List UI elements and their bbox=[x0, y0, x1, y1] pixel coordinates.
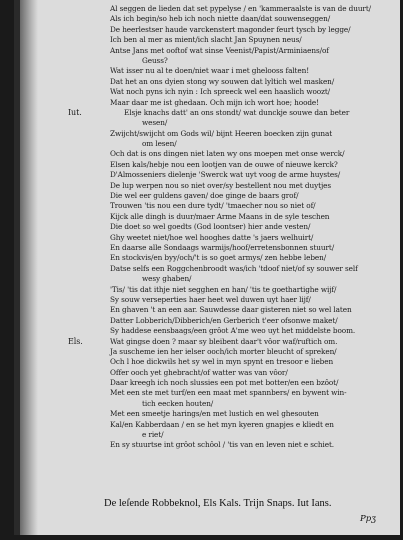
catchword: Ppʒ bbox=[360, 514, 376, 524]
verse-line-text: Antse Jans met ooftof wat sinse Veenist/Papist/Arminiaens/of bbox=[110, 45, 329, 55]
verse-line bbox=[20, 222, 400, 232]
verse-line-text: Sy haddese eensbaags/een grôot A'me weo uyt het middelste boom. bbox=[110, 326, 356, 336]
verse-line bbox=[20, 160, 400, 170]
verse-line bbox=[20, 56, 400, 66]
verse-line bbox=[20, 35, 400, 45]
verse-line-text: Och dat is ons dingen niet laten wy ons moepen met onse werck/ bbox=[110, 149, 345, 159]
verse-line-text: Wat isser nu al te doen/niet waar i met ghelooss falten! bbox=[110, 66, 310, 76]
verse-line bbox=[20, 285, 400, 295]
verse-line bbox=[20, 347, 400, 357]
verse-line bbox=[20, 149, 400, 159]
verse-line-text: Geuss? bbox=[142, 55, 168, 65]
verse-line bbox=[20, 98, 400, 108]
verse-line bbox=[20, 181, 400, 191]
verse-line bbox=[20, 201, 400, 211]
verse-line bbox=[20, 430, 400, 440]
verse-line bbox=[20, 274, 400, 284]
verse-line bbox=[20, 66, 400, 76]
verse-line-text: Ghy weetet niet/hoe wel hooghes datte 's jaers welhuirt/ bbox=[110, 232, 314, 242]
verse-line-text: En ghaven 't an een aar. Sauwdesse daar gisteren niet so wel laten bbox=[110, 305, 352, 315]
verse-line-text: wesy ghaben/ bbox=[142, 274, 192, 284]
verse-line bbox=[20, 87, 400, 97]
verse-line-text: Zwijcht/swijcht om Gods wil/ bijnt Heeren boecken zijn gunat bbox=[110, 128, 333, 138]
verse-line-text: Ja suscheme ien her ielser ooch/ich morter bleucht of spreken/ bbox=[110, 346, 337, 356]
verse-line-text: Kal/en Kabberdaan / en se het myn kyeren gnapjes e kliedt en bbox=[110, 419, 334, 429]
verse-line bbox=[20, 305, 400, 315]
verse-line bbox=[20, 46, 400, 56]
verse-line-text: D'Almosseniers dielenje 'Swerck wat uyt voog de arme huystes/ bbox=[110, 170, 341, 180]
verse-text-block bbox=[20, 4, 400, 451]
verse-line bbox=[20, 139, 400, 149]
verse-line-text: wesen/ bbox=[142, 118, 168, 128]
verse-line-text: Met een smeetje harings/en met lustich en wel ghesouten bbox=[110, 409, 319, 419]
verse-line-text: En stockvis/en byy/och/'t is so goet armys/ zen hebbe leben/ bbox=[110, 253, 327, 263]
verse-line bbox=[20, 129, 400, 139]
verse-line bbox=[20, 25, 400, 35]
verse-line-text: Elsje knachs datt' an ons stondt/ wat dunckje souwe dan beter bbox=[124, 107, 350, 117]
verse-line bbox=[20, 316, 400, 326]
verse-line-text: Daar kreegh ich noch slussies een pot met botter/en een bzôot/ bbox=[110, 378, 339, 388]
verse-line-text: Wat gingse doen ? maar sy bleibent daar't vôor waf/ruftich om. bbox=[110, 336, 338, 346]
verse-line bbox=[20, 337, 400, 347]
verse-line-text: Kijck alle dingh is duur/maer Arme Maans in de syle teschen bbox=[110, 211, 330, 221]
verse-line-text: Al seggen de lieden dat set pypelyse / en 'kammeraalste is van de duurt/ bbox=[110, 4, 372, 13]
verse-line bbox=[20, 399, 400, 409]
verse-line-text: Elsen kals/hebje nou een lootjen van de ouwe of nieuwe kerck? bbox=[110, 159, 338, 169]
verse-line bbox=[20, 326, 400, 336]
verse-line-text: Die doet so wel goedts (God loontser) hier ande vesten/ bbox=[110, 222, 311, 232]
verse-line-text: Trouwen 'tis nou een dure tydt/ 'tmaecher nou so niet of/ bbox=[110, 201, 316, 211]
verse-line-text: Sy souw verseperties haer heet wel duwen uyt haer lijf/ bbox=[110, 294, 311, 304]
verse-line-text: tich eecken houten/ bbox=[142, 398, 214, 408]
verse-line-text: Als ich begin/so heb ich noch niette daan/dat souwenseggen/ bbox=[110, 14, 331, 24]
verse-line bbox=[20, 420, 400, 430]
verse-line bbox=[20, 388, 400, 398]
verse-line bbox=[20, 77, 400, 87]
verse-line-text: En sy stuurtse int grôot schôol / 'tis van en leven niet e schiet. bbox=[110, 440, 334, 450]
verse-line bbox=[20, 212, 400, 222]
verse-line-text: om lesen/ bbox=[142, 139, 177, 149]
verse-line-text: Die wel eer guldens gaven/ doe ginge de baars grof/ bbox=[110, 191, 299, 201]
verse-line bbox=[20, 357, 400, 367]
verse-line bbox=[20, 264, 400, 274]
verse-line bbox=[20, 191, 400, 201]
verse-line bbox=[20, 118, 400, 128]
verse-line-text: Dat het an ons dyien stong wy souwen dat lyltich wel masken/ bbox=[110, 76, 335, 86]
document-page bbox=[14, 0, 400, 535]
verse-line bbox=[20, 253, 400, 263]
verse-line bbox=[20, 440, 400, 450]
speaker-label: Els. bbox=[68, 336, 83, 346]
verse-line-text: e riet/ bbox=[142, 430, 164, 440]
verse-line bbox=[20, 14, 400, 24]
verse-line-text: Ich ben al mer as mient/ich slacht Jan Spuynen neus/ bbox=[110, 35, 302, 45]
verse-line bbox=[20, 243, 400, 253]
verse-line-text: 'Tis/ 'tis dat ithje niet segghen en han/ 'tis te goethartighe wijf/ bbox=[110, 284, 337, 294]
verse-line bbox=[20, 170, 400, 180]
speaker-label: Iut. bbox=[68, 107, 82, 117]
verse-line bbox=[20, 368, 400, 378]
verse-line-text: Datse selfs een Roggchenbroodt was/ich 'tdoof niet/of sy souwer self bbox=[110, 263, 358, 273]
verse-line-text: De lup werpen nou so niet over/sy bestellent nou met duytjes bbox=[110, 180, 331, 190]
verse-line bbox=[20, 4, 400, 14]
verse-line-text: Datter Lobberich/Dibberich/en Gerberich t'eer ofsonwe maket/ bbox=[110, 315, 338, 325]
verse-line-text: Wat noch pyns ich nyin : Ich spreeck wel een haaslich woozt/ bbox=[110, 87, 331, 97]
verse-line-text: Och l hoe dickwils het sy wel in myn spynt en tresoor e lieben bbox=[110, 357, 334, 367]
verse-line bbox=[20, 378, 400, 388]
verse-line-text: Met een ste met turf/en een maat met spannbers/ en bywent win- bbox=[110, 388, 347, 398]
cast-of-characters: De leſende Robbeknol, Els Kals. Trijn Snaps. Iut Ians. bbox=[104, 498, 332, 509]
verse-line-text: De heerlestser haude varckenstert magonder feurt tysch by legge/ bbox=[110, 24, 351, 34]
verse-line-text: Offer ooch yet ghebracht/of watter was van vôor/ bbox=[110, 367, 288, 377]
verse-line bbox=[20, 409, 400, 419]
verse-line-text: Maar daar me ist ghedaan. Och mijn ich wort hoe; hoode! bbox=[110, 97, 319, 107]
verse-line-text: En daarse alle Sondaags warmijs/hoof/erretensbonnen stuurt/ bbox=[110, 242, 335, 252]
verse-line bbox=[20, 233, 400, 243]
verse-line bbox=[20, 108, 400, 118]
verse-line bbox=[20, 295, 400, 305]
